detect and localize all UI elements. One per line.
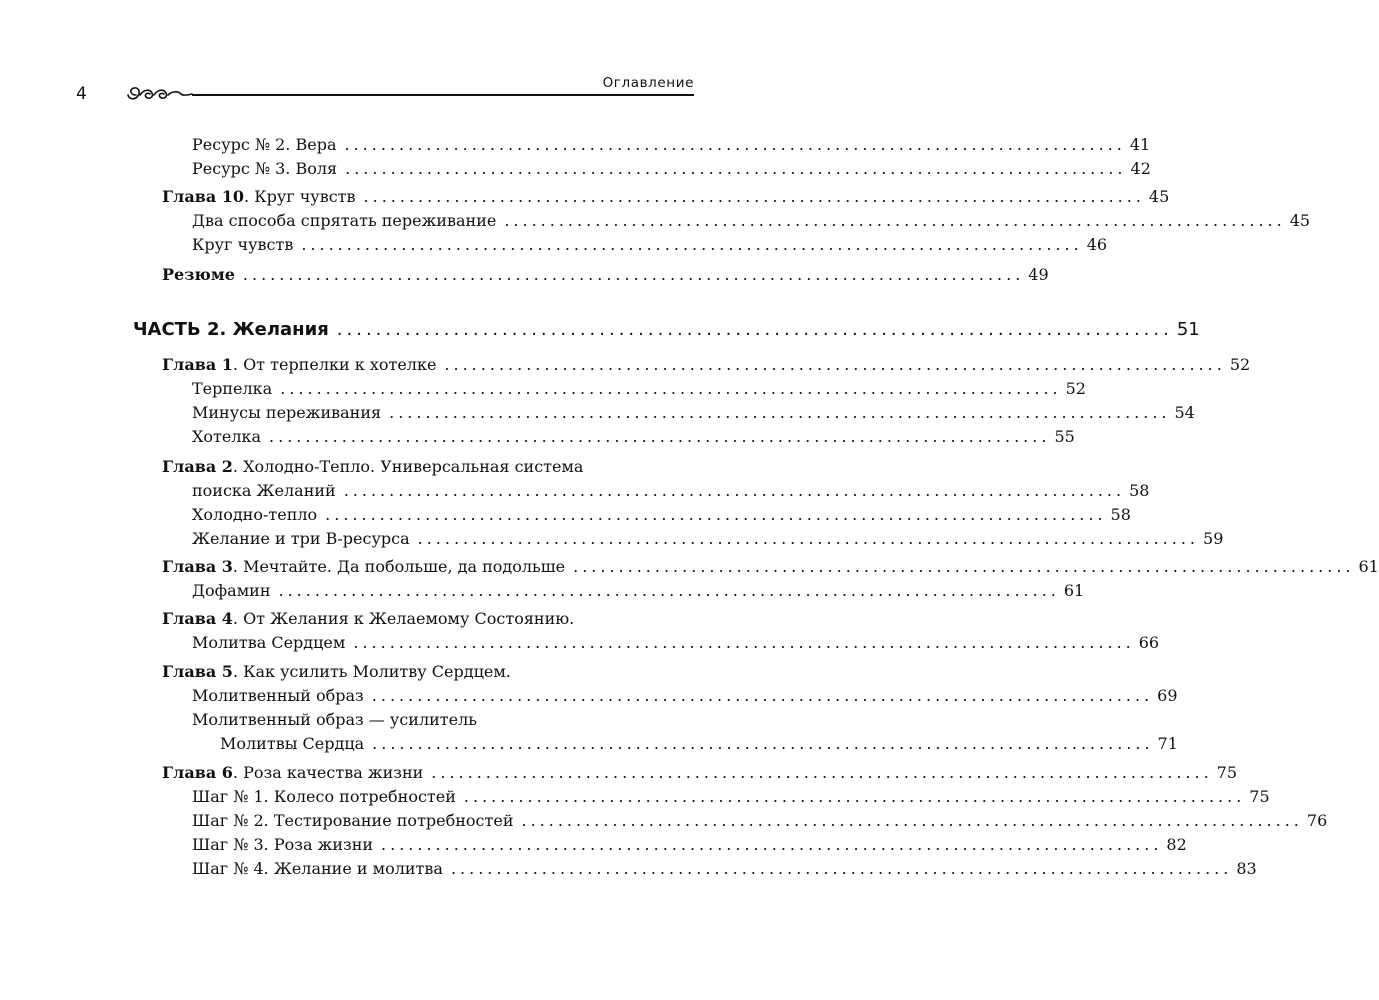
running-head: Оглавление: [602, 75, 694, 91]
page-ref: 58: [1129, 481, 1150, 500]
toc-chapter-continuation[interactable]: поиска Желаний ...................................................................................... 58: [192, 481, 1150, 500]
page-ref: 69: [1157, 686, 1178, 705]
page-ref: 46: [1086, 235, 1108, 254]
toc-entry[interactable]: Желание и три В-ресурса ...................................................................................... 59: [192, 529, 1224, 548]
page-number: 4: [76, 84, 87, 104]
page-ref: 55: [1054, 427, 1075, 446]
page-ref: 59: [1203, 529, 1224, 548]
page-ref: 54: [1174, 403, 1195, 422]
page-ref: 52: [1229, 355, 1251, 374]
page-ref: 83: [1236, 859, 1257, 878]
page-ref: 45: [1148, 187, 1170, 206]
toc-entry[interactable]: Шаг № 3. Роза жизни ...................................................................................... 82: [192, 835, 1187, 854]
toc-entry[interactable]: Ресурс № 2. Вера ...................................................................................... 41: [192, 135, 1151, 154]
page-ref: 49: [1028, 265, 1049, 284]
page-ref: 76: [1306, 811, 1328, 830]
page-ref: 61: [1358, 557, 1379, 576]
toc-entry[interactable]: Два способа спрятать переживание ...................................................................................... 45: [192, 211, 1311, 230]
page-ref: 66: [1138, 633, 1160, 652]
toc-entry[interactable]: Круг чувств ...................................................................................... 46: [192, 235, 1108, 254]
page-ref: 82: [1166, 835, 1187, 854]
header-rule: [192, 94, 694, 96]
page-ref: 75: [1249, 787, 1270, 806]
page-ref: 58: [1110, 505, 1131, 524]
toc-entry[interactable]: Холодно-тепло ...................................................................................... 58: [192, 505, 1131, 524]
toc-entry[interactable]: Шаг № 4. Желание и молитва ...................................................................................... 83: [192, 859, 1257, 878]
toc-entry[interactable]: Дофамин ...................................................................................... 61: [192, 581, 1085, 600]
toc-entry[interactable]: Шаг № 2. Тестирование потребностей ...................................................................................... 76: [192, 811, 1328, 830]
toc-chapter-continuation[interactable]: Молитва Сердцем ...................................................................................... 66: [192, 633, 1160, 652]
toc-entry[interactable]: Молитвенный образ ...................................................................................... 69: [192, 686, 1178, 705]
toc-chapter[interactable]: Глава 10. Круг чувств ...................................................................................... 45: [162, 187, 1170, 206]
toc-summary[interactable]: Резюме ...................................................................................... 49: [162, 265, 1049, 284]
page-ref: 71: [1157, 734, 1178, 753]
page-ref: 75: [1216, 763, 1238, 782]
toc-entry-title[interactable]: Молитвенный образ — усилитель: [192, 710, 477, 729]
toc-entry[interactable]: Минусы переживания ...................................................................................... 54: [192, 403, 1195, 422]
toc-chapter[interactable]: Глава 1. От терпелки к хотелке ...................................................................................... 52: [162, 355, 1251, 374]
toc-chapter[interactable]: Глава 3. Мечтайте. Да побольше, да подольше ...................................................................................... 61: [162, 557, 1379, 576]
page-ref: 45: [1289, 211, 1311, 230]
toc-entry[interactable]: Ресурс № 3. Воля ...................................................................................... 42: [192, 159, 1151, 178]
toc-entry[interactable]: Шаг № 1. Колесо потребностей ...................................................................................... 75: [192, 787, 1270, 806]
flourish-ornament-icon: [126, 82, 196, 108]
toc-entry[interactable]: Хотелка ...................................................................................... 55: [192, 427, 1075, 446]
toc-chapter-title[interactable]: Глава 5. Как усилить Молитву Сердцем.: [162, 662, 511, 681]
toc-chapter-title[interactable]: Глава 4. От Желания к Желаемому Состоянию.: [162, 609, 575, 628]
page-ref: 61: [1063, 581, 1085, 600]
page-ref: 42: [1130, 159, 1151, 178]
toc-chapter[interactable]: Глава 6. Роза качества жизни ...................................................................................... 75: [162, 763, 1238, 782]
page-ref: 41: [1129, 135, 1151, 154]
toc-entry-continuation[interactable]: Молитвы Сердца ...................................................................................... 71: [220, 734, 1178, 753]
toc-entry[interactable]: Терпелка ...................................................................................... 52: [192, 379, 1086, 398]
toc-part[interactable]: ЧАСТЬ 2. Желания ...................................................................................... 51: [133, 319, 1200, 340]
toc-chapter-title[interactable]: Глава 2. Холодно-Тепло. Универсальная система: [162, 457, 584, 476]
page-ref: 52: [1065, 379, 1086, 398]
page-ref: 51: [1176, 319, 1200, 340]
